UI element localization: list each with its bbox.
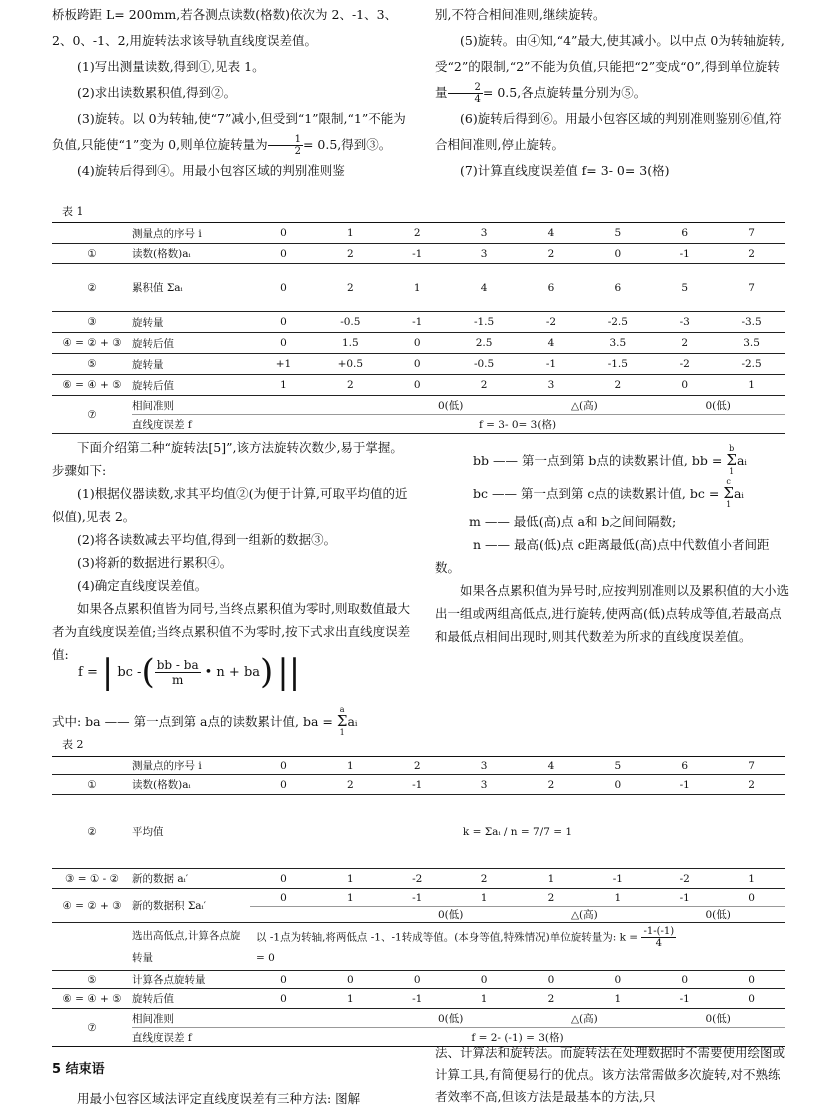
fraction: $\frac{-1-(-1)}{4}$: [643, 926, 675, 949]
table-row: ④ = ② + ③ 新的数据积 Σaᵢ′ 0 1 -1 1 2 1 -1 0: [52, 889, 785, 907]
definition-m: m —— 最低(高)点 a和 b之间间隔数;: [469, 514, 677, 529]
table-row: ① 读数(格数)aᵢ 0 2 -1 3 2 0 -1 2: [52, 775, 785, 795]
step-3: (3)将新的数据进行累积④。: [77, 555, 233, 570]
table-row: ⑦ 相间准则 0(低) △(高) 0(低): [52, 1009, 785, 1028]
step-7: (7)计算直线度误差值 f= 3- 0= 3(格): [460, 163, 670, 178]
left-column-mid: [52, 436, 412, 666]
left-column-bottom: 用最小包容区域法评定直线度误差有三种方法: 图解: [77, 1091, 361, 1106]
table-row: 直线度误差 f f = 3- 0= 3(格): [52, 415, 785, 434]
paragraph: 下面介绍第二种“旋转法[5]”,该方法旋转次数少,易于掌握。步骤如下:: [52, 440, 403, 478]
table-row: ⑤ 计算各点旋转量 0 0 0 0 0 0 0 0: [52, 971, 785, 989]
table-2: [52, 756, 785, 1047]
table-row: ① 读数(格数)aᵢ 0 2 -1 3 2 0 -1 2: [52, 244, 785, 264]
table-1: [52, 222, 785, 434]
step-1: (1)根据仪器读数,求其平均值②(为便于计算,可取平均值的近似值),见表 2。: [52, 486, 408, 524]
step-2: (2)求出读数累积值,得到②。: [77, 85, 237, 100]
right-column-mid: [435, 444, 790, 648]
table-row: 测量点的序号 i 0 1 2 3 4 5 6 7: [52, 223, 785, 244]
table-row: ⑤ 旋转量 +1 +0.5 0 -0.5 -1 -1.5 -2 -2.5: [52, 354, 785, 375]
section-heading: 5 结束语: [52, 1062, 105, 1077]
table-2-label: 表 2: [62, 738, 84, 751]
table-row: ⑦ 相间准则 0(低) △(高) 0(低): [52, 396, 785, 415]
table-row: 0(低) △(高) 0(低): [52, 907, 785, 923]
table-row: 选出高低点,计算各点旋转量 以 -1点为转轴,将两低点 -1、-1转成等值。(本身等值,特殊情况)单位旋转量为: k = $\frac{-1-(-1)}{4}$ = 0: [52, 923, 785, 971]
step-4: (4)旋转后得到④。用最小包容区域的判别准则鉴: [77, 163, 345, 178]
header-name: 测量点的序号 i: [132, 223, 250, 244]
table-row: ② 累积值 Σaᵢ 0 2 1 4 6 6 5 7: [52, 264, 785, 312]
left-column-top: [52, 2, 412, 184]
paragraph: 如果各点累积值皆为同号,当终点累积值为零时,则取数值最大者为直线度误差值;当终点累积值不为零时,按下式求出直线度误差值:: [52, 601, 411, 662]
table-row: 直线度误差 f f = 2- (-1) = 3(格): [52, 1028, 785, 1047]
paragraph: 别,不符合相间准则,继续旋转。: [435, 7, 606, 22]
table-1-label: 表 1: [62, 205, 84, 218]
step-6: (6)旋转后得到⑥。用最小包容区域的判别准则鉴别⑥值,符合相间准则,停止旋转。: [435, 111, 782, 152]
right-column-top: [435, 2, 790, 184]
paragraph: 桥板跨距 L= 200mm,若各测点读数(格数)依次为 2、-1、3、2、0、-1、2,用旋转法求该导轨直线度误差值。: [52, 7, 398, 48]
step-3: (3)旋转。以 0为转轴,使“7”减小,但受到“1”限制,“1”不能为负值,只能使“1”变为 0,则单位旋转量为 $\frac{1}{2}$ = 0.5,得到③。: [52, 111, 406, 157]
table-row: ⑥ = ④ + ⑤ 旋转后值 1 2 0 2 3 2 0 1: [52, 375, 785, 396]
step-4: (4)确定直线度误差值。: [77, 578, 208, 593]
sum-symbol: a Σ 1: [336, 705, 348, 737]
paragraph: 如果各点累积值为异号时,应按判别准则以及累积值的大小选出一组或两组高低点,进行旋转,使两高(低)点转成等值,若最高点和最低点相间出现时,则其代数差为所求的直线度误差值。: [435, 583, 789, 644]
right-column-bottom: 法、计算法和旋转法。而旋转法在处理数据时不需要使用绘图或计算工具,有简便易行的优点。该方法常需做多次旋转,对不熟练者效率不高,但该方法是最基本的方法,只: [435, 1045, 786, 1104]
formula: f = | bc - ( $\frac{bb - ba}{m}$ • n + ba ) ||: [78, 652, 301, 692]
table-row: ② 平均值 k = Σaᵢ / n = 7/7 = 1: [52, 795, 785, 869]
step-5: (5)旋转。由④知,“4”最大,使其减小。以中点 0为转轴旋转,受“2”的限制,“2”不能为负值,只能把“2”变成“0”,得到单位旋转量 $\frac{2}{4}$ = 0.5,各点旋转量分别为⑤。: [435, 33, 785, 105]
table-row: ⑥ = ④ + ⑤ 旋转后值 0 1 -1 1 2 1 -1 0: [52, 989, 785, 1009]
table-row: ④ = ② + ③ 旋转后值 0 1.5 0 2.5 4 3.5 2 3.5: [52, 333, 785, 354]
definition-bc: bc —— 第一点到第 c点的读数累计值, bc = c Σ 1 aᵢ: [473, 476, 744, 509]
definition-n: n —— 最高(低)点 c距离最低(高)点中代数值小者间距数。: [435, 537, 770, 575]
step-2: (2)将各读数减去平均值,得到一组新的数据③。: [77, 532, 337, 547]
table-row: ③ 旋转量 0 -0.5 -1 -1.5 -2 -2.5 -3 -3.5: [52, 312, 785, 333]
fraction: $\frac{bb - ba}{m}$: [156, 657, 199, 687]
fraction: $\frac{1}{2}$: [268, 134, 303, 157]
definition-bb: bb —— 第一点到第 b点的读数累计值, bb = b Σ 1 aᵢ: [473, 443, 747, 476]
table-row: 测量点的序号 i 0 1 2 3 4 5 6 7: [52, 757, 785, 775]
fraction: $\frac{2}{4}$: [448, 82, 483, 105]
rotation-note: 以 -1点为转轴,将两低点 -1、-1转成等值。(本身等值,特殊情况)单位旋转量为: k = $\frac{-1-(-1)}{4}$ = 0: [250, 923, 785, 971]
table-row: ③ = ① - ② 新的数据 aᵢ′ 0 1 -2 2 1 -1 -2 1: [52, 869, 785, 889]
formula-where: 式中: ba —— 第一点到第 a点的读数累计值, ba = a Σ 1 aᵢ: [52, 705, 358, 737]
step-1: (1)写出测量读数,得到①,见表 1。: [77, 59, 265, 74]
